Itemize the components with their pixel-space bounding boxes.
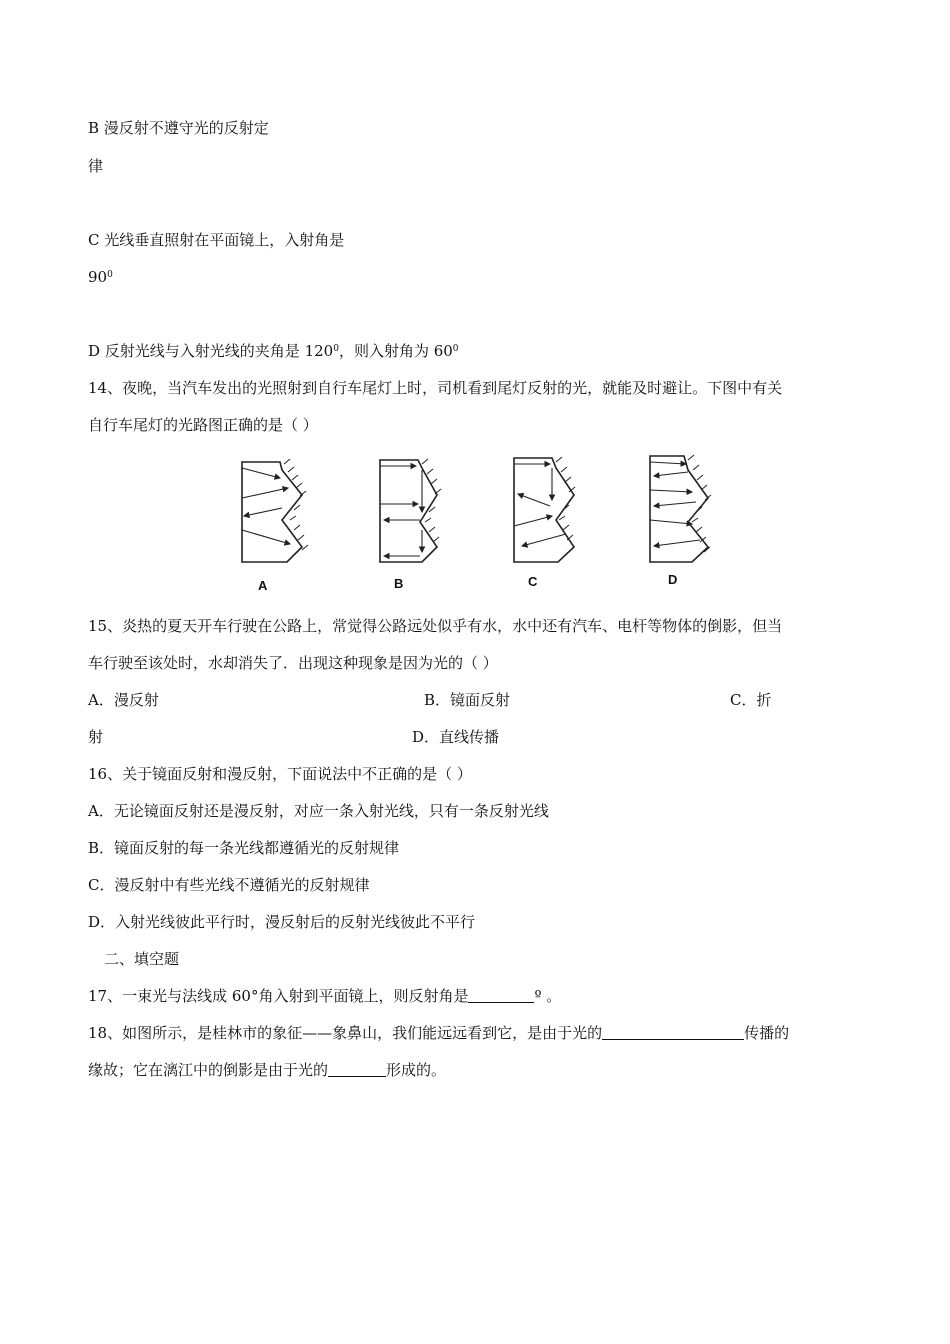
section-title-fill-in: 二、填空题 <box>104 950 180 968</box>
q14-stem-line1: 14、夜晚，当汽车发出的光照射到自行车尾灯上时，司机看到尾灯反射的光，就能及时避让。下图中有关 <box>88 379 783 397</box>
q18-stem-line2 <box>88 1060 446 1080</box>
q13-option-b-line1: B 漫反射不遵守光的反射定 <box>88 119 269 137</box>
q13-option-d <box>88 341 459 361</box>
q13-d-part2: ，则入射角为 60 <box>338 342 453 360</box>
q18-stem-line1 <box>88 1023 789 1043</box>
q15-option-c-line1: C．折 <box>730 691 772 709</box>
q13-option-c-line2 <box>88 267 113 287</box>
q13-c-value: 90 <box>88 268 108 286</box>
q16-stem: 16、关于镜面反射和漫反射，下面说法中不正确的是（ ） <box>88 765 472 783</box>
q15-option-b: B．镜面反射 <box>424 691 511 709</box>
q15-stem-line2: 车行驶至该处时，水却消失了．出现这种现象是因为光的（ ） <box>88 654 498 672</box>
q13-d-sup1: 0 <box>333 344 339 354</box>
q17-stem <box>88 986 561 1006</box>
figure-b-diagram <box>380 459 441 562</box>
q17-part2: º 。 <box>534 987 562 1005</box>
figure-label-a: A <box>258 578 268 593</box>
q15-option-a: A．漫反射 <box>88 691 159 709</box>
q18-line2-part1: 缘故；它在漓江中的倒影是由于光的 <box>88 1061 329 1079</box>
q18-line1-part2: 传播的 <box>744 1024 790 1042</box>
figure-label-c: C <box>528 574 538 589</box>
q13-c-degree-sup: 0 <box>107 270 113 280</box>
figure-c-diagram <box>514 457 575 562</box>
figure-d-diagram <box>650 455 711 562</box>
q17-part1: 17、一束光与法线成 60°角入射到平面镜上，则反射角是 <box>88 987 469 1005</box>
q16-option-b: B．镜面反射的每一条光线都遵循光的反射规律 <box>88 839 400 857</box>
q16-option-d: D．入射光线彼此平行时，漫反射后的反射光线彼此不平行 <box>88 913 476 931</box>
figure-label-d: D <box>668 572 678 587</box>
q14-figure-svg <box>222 450 732 600</box>
figure-label-b: B <box>394 576 404 591</box>
q13-d-part1: D 反射光线与入射光线的夹角是 120 <box>88 342 334 360</box>
figure-a-diagram <box>242 459 308 562</box>
q14-light-path-figure <box>222 450 732 600</box>
q15-option-c-line2: 射 <box>88 728 104 746</box>
q14-stem-line2: 自行车尾灯的光路图正确的是（ ） <box>88 416 318 434</box>
q18-line2-part2: 形成的。 <box>386 1061 447 1079</box>
q18-answer-blank-2[interactable] <box>328 1062 386 1077</box>
q16-option-c: C．漫反射中有些光线不遵循光的反射规律 <box>88 876 370 894</box>
q18-line1-part1: 18、如图所示，是桂林市的象征——象鼻山，我们能远远看到它，是由于光的 <box>88 1024 603 1042</box>
q15-option-d: D．直线传播 <box>412 728 500 746</box>
q13-d-sup2: 0 <box>452 344 459 354</box>
q17-answer-blank[interactable] <box>468 988 534 1003</box>
q15-stem-line1: 15、炎热的夏天开车行驶在公路上，常觉得公路远处似乎有水，水中还有汽车、电杆等物体的倒影，但当 <box>88 617 783 635</box>
q13-option-c-line1: C 光线垂直照射在平面镜上，入射角是 <box>88 231 345 249</box>
q18-answer-blank-1[interactable] <box>602 1025 744 1040</box>
q16-option-a: A．无论镜面反射还是漫反射，对应一条入射光线，只有一条反射光线 <box>88 802 549 820</box>
q13-option-b-line2: 律 <box>88 157 104 175</box>
